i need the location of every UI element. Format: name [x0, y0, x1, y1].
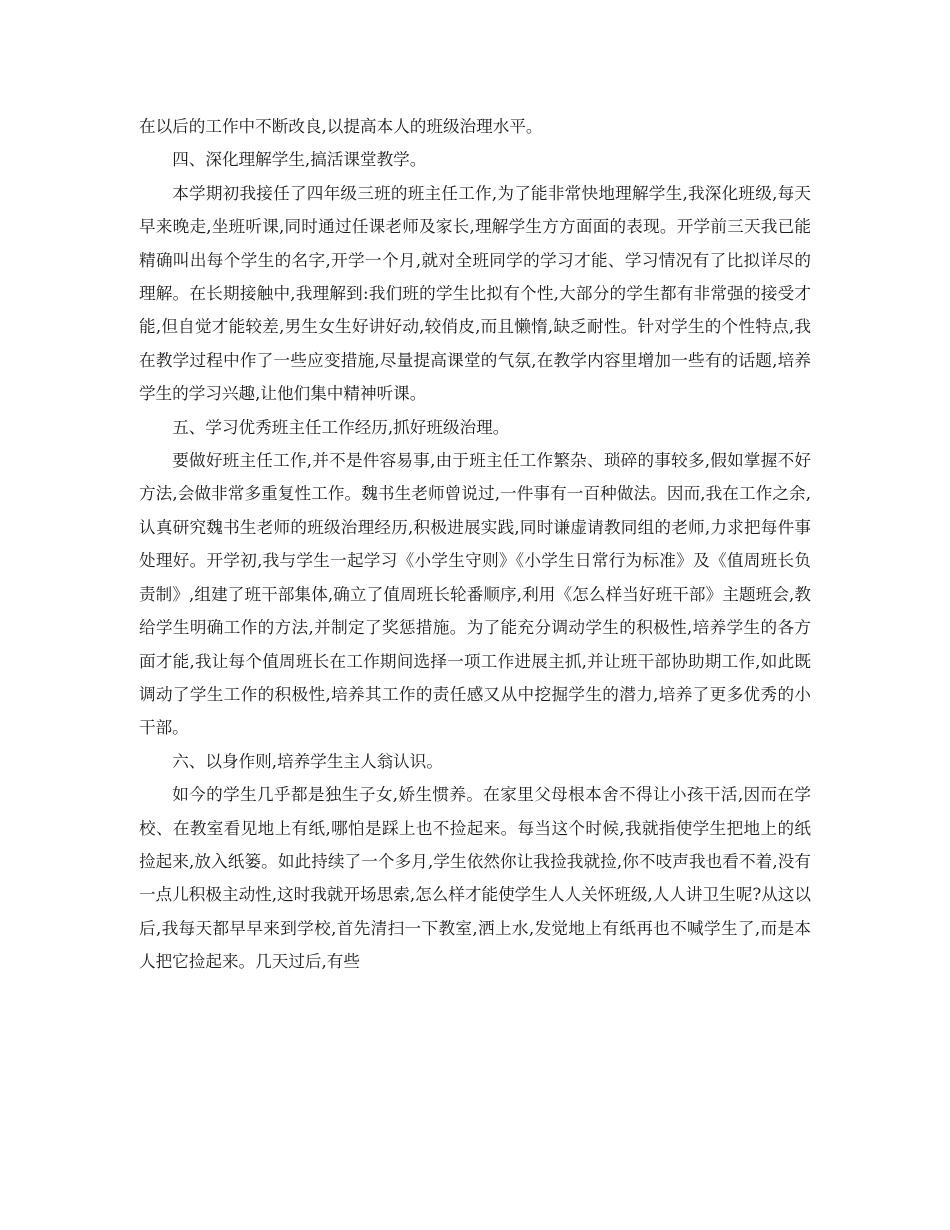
- document-body: [139, 110, 811, 979]
- paragraph-leading-by-example: 如今的学生几乎都是独生子女,娇生惯养。在家里父母根本舍不得让小孩干活,因而在学校、在教室看见地上有纸,哪怕是踩上也不捡起来。每当这个时候,我就指使学生把地上的纸捡起来,放入纸篓。如此持续了一个多月,学生依然你让我捡我就捡,你不吱声我也看不着,没有一点儿积极主动性,这时我就开场思索,怎么样才能使学生人人关怀班级,人人讲卫生呢?从这以后,我每天都早早来到学校,首先清扫一下教室,洒上水,发觉地上有纸再也不喊学生了,而是本人把它捡起来。几天过后,有些: [139, 785, 811, 972]
- section-heading-4: 四、深化理解学生,搞活课堂教学。: [172, 150, 427, 170]
- paragraph-continuation: 在以后的工作中不断改良,以提高本人的班级治理水平。: [139, 117, 543, 136]
- section-heading-6: 六、以身作则,培养学生主人翁认识。: [172, 751, 443, 771]
- paragraph-class-management: 要做好班主任工作,并不是件容易事,由于班主任工作繁杂、琐碎的事较多,假如掌握不好方法,会做非常多重复性工作。魏书生老师曾说过,一件事有一百种做法。因而,我在工作之余,认真研究魏书生老师的班级治理经历,积极进展实践,同时谦虚请教同组的老师,力求把每件事处理好。开学初,我与学生一起学习《小学生守则》《小学生日常行为标准》及《值周班长负责制》,组建了班干部集体,确立了值周班长轮番顺序,利用《怎么样当好班干部》主题班会,教给学生明确工作的方法,并制定了奖惩措施。为了能充分调动学生的积极性,培养学生的各方面才能,我让每个值周班长在工作期间选择一项工作进展主抓,并让班干部协助期工作,如此既调动了学生工作的积极性,培养其工作的责任感又从中挖掘学生的潜力,培养了更多优秀的小干部。: [139, 451, 811, 738]
- paragraph-understanding-students: 本学期初我接任了四年级三班的班主任工作,为了能非常快地理解学生,我深化班级,每天早来晚走,坐班听课,同时通过任课老师及家长,理解学生方方面面的表现。开学前三天我已能精确叫出每个学生的名字,开学一个月,就对全班同学的学习才能、学习情况有了比拟详尽的理解。在长期接触中,我理解到:我们班的学生比拟有个性,大部分的学生都有非常强的接受才能,但自觉才能较差,男生女生好讲好动,较俏皮,而且懒惰,缺乏耐性。针对学生的个性特点,我在教学过程中作了一些应变措施,尽量提高课堂的气氛,在教学内容里增加一些有的话题,培养学生的学习兴趣,让他们集中精神听课。: [139, 183, 811, 404]
- section-heading-5: 五、学习优秀班主任工作经历,抓好班级治理。: [172, 417, 510, 437]
